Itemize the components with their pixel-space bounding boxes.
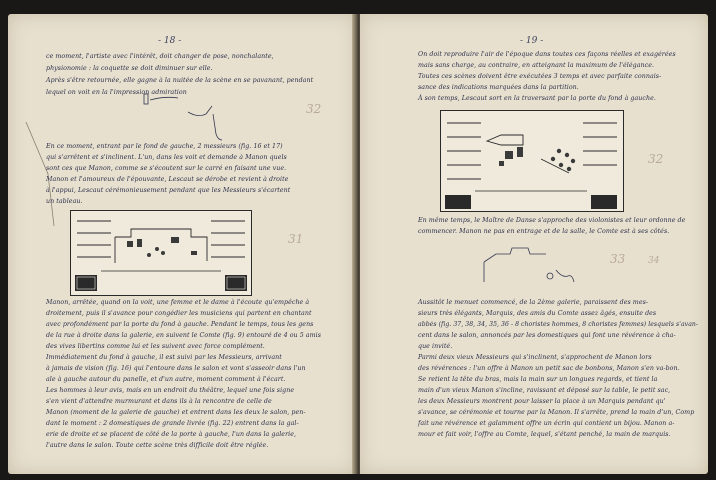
text-line: Manon, arrêtée, quand on la voit, une femme et le dame à l'écoute qu'empêche à [46, 299, 310, 306]
left-page-number: - 18 - [158, 36, 182, 46]
text-line: ce moment, l'artiste avec l'intérêt, doit changer de pose, nonchalante, [46, 53, 274, 60]
stage-plan-drawing [71, 211, 251, 295]
text-line: Se retient la tête du bras, mais la main sur un longues regards, et tient la [418, 376, 658, 383]
text-line: À son temps, Lescaut sort en la traversant par la porte du fond à gauche. [418, 95, 656, 102]
text-line: droitement, puis il s'avance pour congédier les musiciens qui partent en chantant [46, 310, 312, 317]
text-line: En ce moment, entrant par le fond de gauche, 2 messieurs (fig. 16 et 17) [46, 143, 283, 150]
sketch-stroke [213, 114, 222, 140]
text-line: à l'appui, Lescaut cérémonieusement pendant que les Messieurs s'écartent [46, 187, 291, 194]
text-line: commencer. Manon ne pas en entrage et de la salle, le Comte est à ses côtés. [418, 228, 670, 235]
text-line: dant le moment : 2 domestiques de grande livrée (fig. 22) entrent dans la gal- [46, 420, 299, 427]
sketch-figure [547, 273, 553, 279]
text-line: des vives libertins comme lui et les suivent avec force complément. [46, 343, 265, 350]
pencil-note: 31 [288, 232, 304, 246]
text-line: sont ces que Manon, comme se s'écoutent sur le carré en faisant une vue. [46, 165, 287, 172]
sketch-stroke [556, 270, 574, 282]
text-line: Immédiatement du fond à gauche, il est suivi par les Messieurs, arrivant [46, 354, 282, 361]
sketch-stroke [484, 248, 546, 262]
pencil-note: 33 [610, 252, 626, 266]
text-line: de la rue à droite dans la galerie, en suivent le Comte (fig. 9) entouré de 4 ou 5 amis [46, 332, 321, 339]
sketch-stroke [188, 106, 212, 116]
pencil-margin-line [26, 122, 54, 226]
text-line: des révérences : l'un offre à Manon un petit sac de bonbons, Manon s'en va-bon. [418, 365, 680, 372]
text-line: physionomie : la coquette se doit diminuer sur elle. [46, 65, 213, 72]
text-line: l'autre dans le salon. Toute cette scène très difficile doit être réglée. [46, 442, 269, 449]
text-line: abbés (fig. 37, 38, 34, 35, 36 - 8 choristes hommes, 8 choristes femmes) lesquels s'avan- [418, 321, 699, 328]
text-line: Toutes ces scènes doivent être exécutées 3 temps et avec parfaite connais- [418, 73, 662, 80]
text-line: Manon et l'amoureux de l'épouvante, Lescaut se dérobe et revient à droite [46, 176, 289, 183]
text-line: sance des indications marquées dans la partition. [418, 84, 579, 91]
text-line: Après s'être retournée, elle gagne à la nuitée de la scène en se pavanant, pendant [46, 77, 314, 84]
text-line: à jamais de vision (fig. 16) qui l'entoure dans le salon et vont s'asseoir dans l'un [46, 365, 306, 372]
text-line: qui s'arrêtent et s'inclinent. L'un, dans les voit et demande à Manon quels [46, 154, 287, 161]
text-line: mais sans charge, au contraire, en atteignant la maximum de l'élégance. [418, 62, 655, 69]
sketch-stroke [150, 97, 178, 100]
text-line: En même temps, le Maître de Danse s'approche des violonistes et leur ordonne de [418, 217, 686, 224]
text-line: fait une révérence et galamment offre un écrin qui contient un bijou. Manon a- [418, 420, 675, 427]
text-line: mour et fait voir, l'offre au Comte, lequel, s'étant penché, la main de marquis. [418, 431, 671, 438]
text-line: Manon (moment de la galerie de gauche) et entrent dans les deux le salon, pen- [46, 409, 306, 416]
text-line: sieurs très élégants, Marquis, des amis du Comte assez âgés, ensuite des [418, 310, 657, 317]
text-line: cent dans le salon, annoncés par les domestiques qui font une révérence à cha- [418, 332, 676, 339]
text-line: lequel on voit en la l'impression admiration [46, 89, 187, 96]
left-page [8, 14, 356, 474]
text-line: avec profondément par la porte du fond à gauche. Pendant le temps, tous les gens [46, 321, 314, 328]
stage-mark [144, 94, 148, 104]
text-line: main d'un vieux Manon s'incline, ravissant et déposé sur la table, le petit sac, [418, 387, 671, 394]
text-line: les deux Messieurs montrent pour laisser la place à un Marquis pendant qu' [418, 398, 666, 405]
text-line: Parmi deux vieux Messieurs qui s'inclinent, s'approchent de Manon lors [418, 354, 652, 361]
text-line: s'avance, se cérémonie et tourne par la Manon. Il s'arrête, prend la main d'un, Comp [418, 409, 695, 416]
pencil-note: 32 [648, 152, 664, 166]
text-line: erie de droite et se placent de côté de la porte à gauche, l'un dans la galerie, [46, 431, 297, 438]
pencil-note: 34 [648, 256, 660, 266]
text-line: s'en vient d'attendre murmurant et dans ils à la rencontre de celle de [46, 398, 272, 405]
text-line: Aussitôt le menuet commencé, de la 2ème galerie, paraissent des mes- [418, 299, 649, 306]
right-page [360, 14, 708, 474]
right-page-number: - 19 - [520, 36, 544, 46]
text-line: un tableau. [46, 198, 83, 205]
text-line: que invité. [418, 343, 453, 350]
stage-diagram-left [70, 210, 252, 296]
pencil-note: 32 [306, 102, 322, 116]
text-line: ale à gauche autour du panelle, et d'un autre, moment comment à l'écart. [46, 376, 286, 383]
text-line: Les hommes à leur avis, mais en un endroit du théâtre, lequel une fois signe [46, 387, 295, 394]
text-line: On doit reproduire l'air de l'époque dans toutes ces façons réelles et exagérées [418, 51, 676, 58]
